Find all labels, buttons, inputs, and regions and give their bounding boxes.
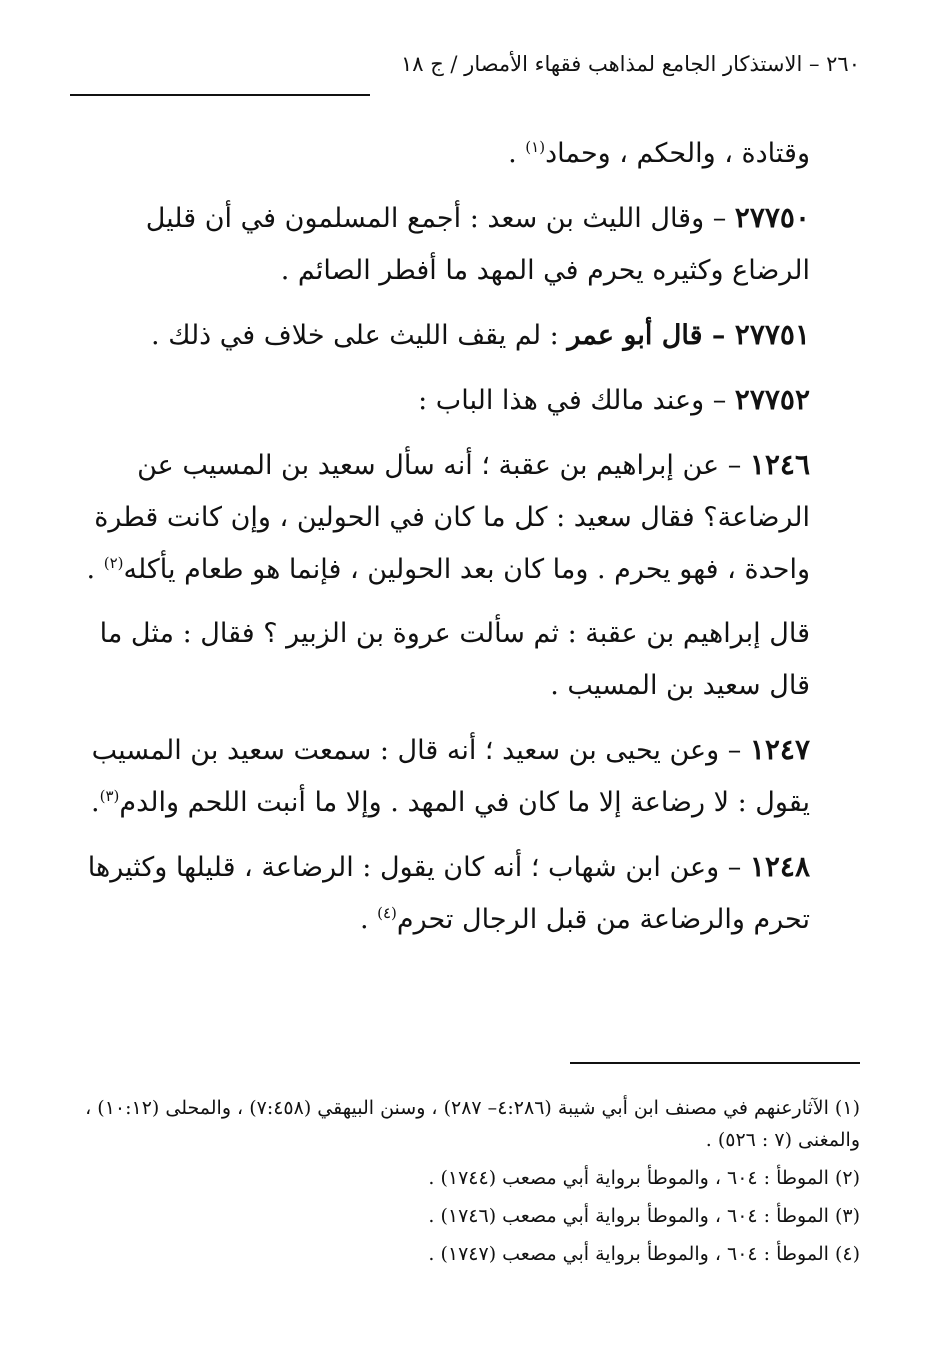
footnote-ref-1: (١) bbox=[525, 138, 546, 156]
hadith-1248 bbox=[70, 841, 860, 946]
hadith-1246 bbox=[70, 439, 860, 596]
footnotes bbox=[70, 1092, 860, 1276]
paragraph-27752-text: – وعند مالك في هذا الباب : bbox=[418, 385, 735, 416]
hadith-1247-text: – وعن يحيى بن سعيد ؛ أنه قال : سمعت سعيد بن المسيب يقول : لا رضاعة إلا ما كان في المهد . وإلا ما أنبت اللحم والدم bbox=[91, 735, 810, 818]
paragraph-1-text: وقتادة ، والحكم ، وحماد bbox=[545, 138, 810, 169]
hadith-1246-text: – عن إبراهيم بن عقبة ؛ أنه سأل سعيد بن المسيب عن الرضاعة؟ فقال سعيد : كل ما كان في الحولين ، وإن كانت قطرة واحدة ، فهو يحرم . وما كان بعد الحولين ، فإنما هو طعام يأكله bbox=[94, 450, 810, 585]
hadith-1247 bbox=[70, 724, 860, 829]
hadith-1248-text: – وعن ابن شهاب ؛ أنه كان يقول : الرضاعة ، قليلها وكثيرها تحرم والرضاعة من قبل الرجال تحرم bbox=[87, 852, 810, 935]
paragraph-number: ٢٧٧٥١ bbox=[734, 318, 810, 351]
paragraph-ibrahim: قال إبراهيم بن عقبة : ثم سألت عروة بن الزبير ؟ فقال : مثل ما قال سعيد بن المسيب . bbox=[99, 618, 810, 701]
paragraph-27751-text: : لم يقف الليث على خلاف في ذلك . bbox=[151, 320, 568, 351]
footnote-4: (٤) الموطأ : ٦٠٤ ، والموطأ برواية أبي مصعب (١٧٤٧) . bbox=[428, 1243, 860, 1265]
hadith-1246-end: . bbox=[86, 554, 104, 585]
footnote-3: (٣) الموطأ : ٦٠٤ ، والموطأ برواية أبي مصعب (١٧٤٦) . bbox=[428, 1205, 860, 1227]
paragraph-27752 bbox=[70, 374, 860, 427]
hadith-number: ١٢٤٧ bbox=[749, 733, 810, 766]
footnote-ref-2: (٢) bbox=[103, 554, 124, 572]
hadith-number: ١٢٤٦ bbox=[749, 448, 810, 481]
footnote-rule bbox=[570, 1062, 860, 1064]
hadith-1247-end: . bbox=[90, 787, 100, 818]
footnote-ref-4: (٤) bbox=[377, 904, 397, 922]
hadith-number: ١٢٤٨ bbox=[749, 850, 810, 883]
main-text bbox=[70, 128, 860, 958]
header-rule bbox=[70, 94, 370, 96]
paragraph-number: ٢٧٧٥٢ bbox=[734, 383, 810, 416]
paragraph-number: ٢٧٧٥٠ bbox=[734, 201, 810, 234]
footnote-1: (١) الآثارعنهم في مصنف ابن أبي شيبة (٤:٢٨٦– ٢٨٧) ، وسنن البيهقي (٧:٤٥٨) ، والمحلى (١٠:١٢) ، والمغنى (٧ : ٥٢٦) . bbox=[85, 1097, 860, 1151]
paragraph-1 bbox=[70, 128, 860, 180]
running-header: ٢٦٠ – الاستذكار الجامع لمذاهب فقهاء الأمصار / ج ١٨ bbox=[400, 52, 860, 76]
paragraph-27750-text: – وقال الليث بن سعد : أجمع المسلمون في أن قليل الرضاع وكثيره يحرم في المهد ما أفطر الصائم . bbox=[145, 203, 810, 286]
hadith-1248-end: . bbox=[359, 904, 378, 935]
paragraph-27751 bbox=[70, 309, 860, 362]
paragraph-1-end: . bbox=[508, 138, 526, 169]
speaker-name: – قال أبو عمر bbox=[567, 320, 735, 351]
paragraph-27750 bbox=[70, 192, 860, 297]
footnote-2: (٢) الموطأ : ٦٠٤ ، والموطأ برواية أبي مصعب (١٧٤٤) . bbox=[428, 1167, 860, 1189]
footnote-ref-3: (٣) bbox=[99, 787, 120, 805]
